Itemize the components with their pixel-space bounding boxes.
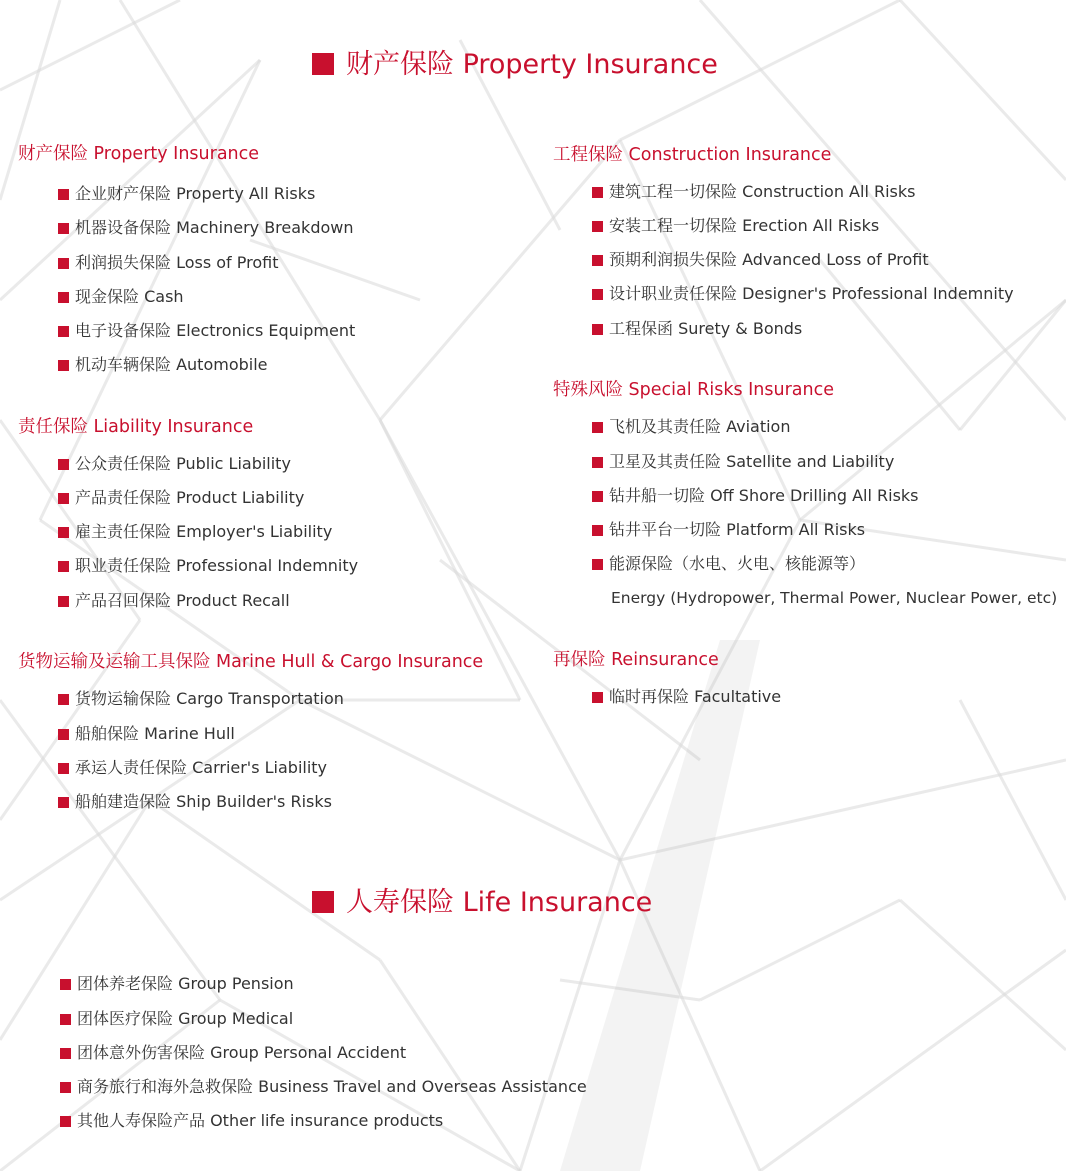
bullet-square-icon: [592, 422, 603, 433]
list-item: 钻井船一切险 Off Shore Drilling All Risks: [592, 486, 919, 506]
bullet-square-icon: [58, 729, 69, 740]
bullet-square-icon: [592, 289, 603, 300]
background-line: [0, 800, 150, 1040]
list-item: 预期利润损失保险 Advanced Loss of Profit: [592, 250, 929, 270]
property-main-heading: [312, 42, 718, 81]
background-line: [0, 0, 60, 200]
bullet-square-icon: [592, 491, 603, 502]
bullet-square-icon: [58, 527, 69, 538]
bullet-square-icon: [592, 255, 603, 266]
list-item: 飞机及其责任险 Aviation: [592, 417, 790, 437]
bullet-square-icon: [60, 979, 71, 990]
section-title-liability: 责任保险 Liability Insurance: [18, 417, 254, 437]
list-item: 雇主责任保险 Employer's Liability: [58, 522, 332, 542]
bullet-square-icon: [592, 221, 603, 232]
energy-english-line: Energy (Hydropower, Thermal Power, Nuclear Power, etc): [611, 589, 1058, 607]
list-item: 团体养老保险 Group Pension: [60, 974, 294, 994]
background-line: [0, 700, 220, 1000]
bullet-square-icon: [60, 1048, 71, 1059]
background-line: [0, 0, 180, 90]
list-item: 安装工程一切保险 Erection All Risks: [592, 216, 879, 236]
background-line: [0, 420, 140, 620]
bullet-square-icon: [592, 559, 603, 570]
list-item: 团体医疗保险 Group Medical: [60, 1009, 293, 1029]
bullet-square-icon: [592, 187, 603, 198]
list-item: 承运人责任保险 Carrier's Liability: [58, 758, 327, 778]
bullet-square-icon: [60, 1014, 71, 1025]
background-line: [960, 700, 1066, 900]
list-item: 现金保险 Cash: [58, 287, 184, 307]
bullet-square-icon: [58, 694, 69, 705]
bullet-square-icon: [592, 457, 603, 468]
list-item: 船舶保险 Marine Hull: [58, 724, 235, 744]
bullet-square-icon: [592, 324, 603, 335]
bullet-square-icon: [58, 493, 69, 504]
life-main-heading: [312, 880, 652, 919]
list-item: 设计职业责任保险 Designer's Professional Indemnity: [592, 284, 1014, 304]
bullet-square-icon: [58, 326, 69, 337]
life-main-heading-text: 人寿保险 Life Insurance: [346, 887, 653, 918]
list-item: 机器设备保险 Machinery Breakdown: [58, 218, 354, 238]
section-title-marine: 货物运输及运输工具保险 Marine Hull & Cargo Insurance: [18, 652, 484, 672]
list-item: 卫星及其责任险 Satellite and Liability: [592, 452, 894, 472]
bullet-square-icon: [58, 561, 69, 572]
bullet-square-icon: [58, 763, 69, 774]
background-line: [300, 700, 620, 860]
background-line: [760, 950, 1066, 1171]
bullet-square-icon: [58, 258, 69, 269]
bullet-square-icon: [58, 292, 69, 303]
section-title-reinsurance: 再保险 Reinsurance: [553, 650, 719, 670]
bullet-square-icon: [58, 459, 69, 470]
bullet-square-icon: [58, 797, 69, 808]
list-item: 产品召回保险 Product Recall: [58, 591, 290, 611]
section-title-property: 财产保险 Property Insurance: [18, 144, 260, 164]
list-item: 船舶建造保险 Ship Builder's Risks: [58, 792, 332, 812]
bullet-square-icon: [60, 1116, 71, 1127]
background-line: [380, 420, 620, 860]
bullet-square-icon: [58, 189, 69, 200]
list-item: 能源保险（水电、火电、核能源等）: [592, 554, 865, 574]
list-item: 工程保函 Surety & Bonds: [592, 319, 802, 339]
bullet-square-icon: [58, 360, 69, 371]
property-main-heading-text: 财产保险 Property Insurance: [346, 49, 718, 80]
list-item: 商务旅行和海外急救保险 Business Travel and Overseas Assistance: [60, 1077, 587, 1097]
list-item: 职业责任保险 Professional Indemnity: [58, 556, 358, 576]
bullet-square-icon: [592, 692, 603, 703]
list-item: 临时再保险 Facultative: [592, 687, 781, 707]
list-item: 团体意外伤害保险 Group Personal Accident: [60, 1043, 406, 1063]
heading-square-icon: [312, 53, 334, 75]
background-line: [380, 960, 520, 1171]
list-item: 公众责任保险 Public Liability: [58, 454, 291, 474]
list-item: 机动车辆保险 Automobile: [58, 355, 268, 375]
list-item: 企业财产保险 Property All Risks: [58, 184, 315, 204]
list-item: 电子设备保险 Electronics Equipment: [58, 321, 355, 341]
list-item: 货物运输保险 Cargo Transportation: [58, 689, 344, 709]
list-item: 利润损失保险 Loss of Profit: [58, 253, 279, 273]
list-item: 产品责任保险 Product Liability: [58, 488, 304, 508]
background-line: [900, 900, 1066, 1050]
bullet-square-icon: [60, 1082, 71, 1093]
bullet-square-icon: [58, 223, 69, 234]
background-line: [960, 300, 1066, 430]
background-line: [700, 0, 1066, 420]
background-line: [900, 0, 1066, 180]
bullet-square-icon: [592, 525, 603, 536]
section-title-construction: 工程保险 Construction Insurance: [553, 145, 832, 165]
heading-square-icon: [312, 891, 334, 913]
bullet-square-icon: [58, 596, 69, 607]
section-title-special-risks: 特殊风险 Special Risks Insurance: [553, 380, 834, 400]
list-item: 建筑工程一切保险 Construction All Risks: [592, 182, 915, 202]
list-item: 其他人寿保险产品 Other life insurance products: [60, 1111, 443, 1131]
background-line: [700, 900, 900, 1000]
list-item: 钻井平台一切险 Platform All Risks: [592, 520, 865, 540]
